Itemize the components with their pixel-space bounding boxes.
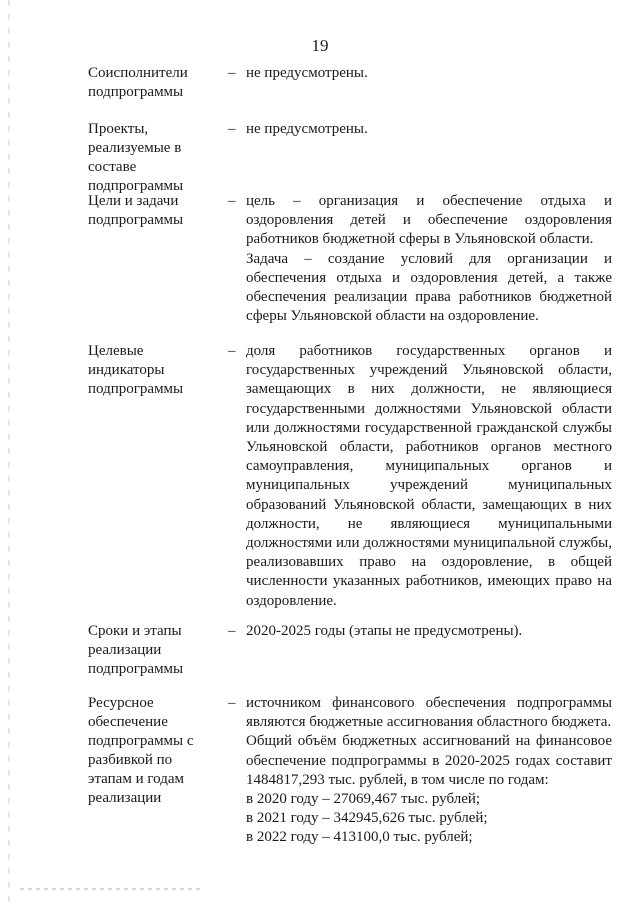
row-paragraph: цель – организация и обеспечение отдыха и оздоровления детей и обеспечение оздоровления работников бюджетной сферы в Ульяновской области.: [246, 193, 612, 248]
row-value: [246, 120, 612, 139]
row-paragraph: в 2020 году – 27069,467 тыс. рублей;: [246, 791, 481, 808]
row-paragraph: в 2022 году – 413100,0 тыс. рублей;: [246, 829, 473, 846]
row-label: Проекты, реализуемые в составе подпрограммы: [88, 121, 184, 194]
row-label: Ресурсное обеспечение подпрограммы с разбивкой по этапам и годам реализации: [88, 695, 194, 806]
row-label: Цели и задачи подпрограммы: [88, 193, 184, 228]
row-value: [246, 694, 612, 848]
row-dash: –: [228, 695, 236, 711]
row-label: Целевые индикаторы подпрограммы: [88, 343, 184, 397]
row-dash: –: [228, 623, 236, 639]
row-label: Соисполнители подпрограммы: [88, 65, 188, 100]
row-value: [246, 64, 612, 83]
row-paragraph: Задача – создание условий для организации и обеспечения отдыха и оздоровления детей, а также обеспечения реализации права работников бюджетной сферы Ульяновской области на оздоровление.: [246, 250, 612, 325]
scan-bottom-artifact: [20, 888, 200, 890]
row-value: [246, 622, 612, 641]
row-label: Сроки и этапы реализации подпрограммы: [88, 623, 184, 677]
row-paragraph: не предусмотрены.: [246, 121, 368, 137]
row-paragraph: не предусмотрены.: [246, 65, 368, 81]
row-dash: –: [228, 343, 236, 359]
row-paragraph: доля работников государственных органов и государственных учреждений Ульяновской области, замещающих в них должности, не являющиеся государственными должностями Ульяновской области или должностями государственной гражданской службы Ульяновской области, работников органов местного самоуправления, муниципальных органов и муниципальных учреждений муниципальных образований Ульяновской области, замещающих в них должности, не являющиеся муниципальными должностями или должностями муниципальной службы, реализовавших право на оздоровление, в общей численности указанных работников, имеющих право на оздоровление.: [246, 343, 612, 609]
row-dash: –: [228, 65, 236, 81]
row-value: [246, 342, 612, 611]
page-number: 19: [311, 36, 329, 55]
row-value: [246, 192, 612, 326]
row-paragraph: 2020-2025 годы (этапы не предусмотрены).: [246, 623, 523, 639]
scan-margin-artifact: [8, 0, 10, 905]
row-paragraph: в 2021 году – 342945,626 тыс. рублей;: [246, 810, 488, 827]
row-dash: –: [228, 121, 236, 137]
row-paragraph: Общий объём бюджетных ассигнований на финансовое обеспечение подпрограммы в 2020-2025 годах составит 1484817,293 тыс. рублей, в том числе по годам:: [246, 733, 612, 788]
row-paragraph: источником финансового обеспечения подпрограммы являются бюджетные ассигнования областного бюджета.: [246, 695, 612, 731]
row-dash: –: [228, 193, 236, 209]
